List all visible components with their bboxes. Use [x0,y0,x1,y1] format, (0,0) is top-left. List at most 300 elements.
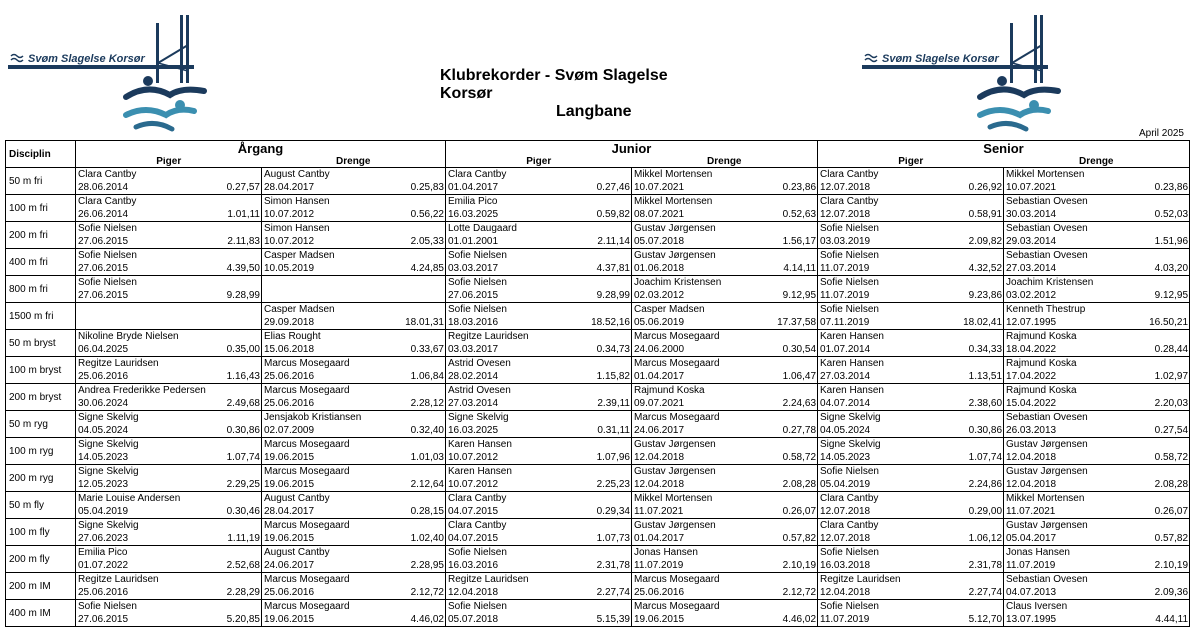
swimmer-name: Casper Madsen [634,304,705,315]
record-detail [818,613,1003,626]
record-date: 03.03.2017 [448,344,499,355]
group-header-junior: Junior [446,141,818,158]
record-time: 0.58,72 [782,452,817,463]
swimmer-name: Regitze Lauridsen [448,574,529,585]
record-date: 11.07.2019 [1006,560,1056,571]
record-cell [632,573,818,600]
record-cell [76,546,262,573]
record-detail [76,451,261,464]
record-time: 2.31,78 [596,560,630,571]
record-time: 5.20,85 [226,614,260,625]
table-row [6,357,1190,384]
record-date: 12.07.2018 [820,209,871,220]
record-time: 17.37,58 [777,317,817,328]
record-date: 16.03.2025 [448,425,499,436]
swimmer-name: Clara Cantby [78,169,137,180]
record-detail [76,559,261,572]
record-date: 12.04.2018 [634,452,685,463]
record-time: 2.28,12 [410,398,444,409]
record-time: 0.30,86 [968,425,1003,436]
record-date: 25.06.2016 [264,398,315,409]
record-date: 24.06.2017 [264,560,315,571]
record-date: 01.04.2017 [634,371,685,382]
record-date: 28.02.2014 [448,371,499,382]
record-date: 14.05.2023 [820,452,871,463]
record-date: 19.06.2015 [264,533,315,544]
record-detail [1004,424,1189,437]
record-detail [818,316,1003,329]
swimmer-name: Clara Cantby [448,520,507,531]
swimmer-name: Signe Skelvig [820,412,881,423]
record-time: 2.24,86 [968,479,1003,490]
swimmer-name: Mikkel Mortensen [634,196,713,207]
record-time: 9.12,95 [1154,290,1189,301]
record-detail [446,505,631,518]
record-cell [632,465,818,492]
record-date: 10.05.2019 [264,263,315,274]
record-cell [76,492,262,519]
record-time: 2.24,63 [782,398,817,409]
record-cell [262,492,446,519]
record-detail [632,208,817,221]
subheader-piger: Piger [446,157,632,168]
record-detail [446,181,631,194]
swimmer-name: Sofie Nielsen [78,277,137,288]
table-row [6,465,1190,492]
record-date: 01.06.2018 [634,263,685,274]
swimmer-name: Lotte Daugaard [448,223,517,234]
record-detail [1004,235,1189,248]
record-time: 1.16,43 [226,371,260,382]
swimmer-name: Marcus Mosegaard [264,439,350,450]
record-cell [76,249,262,276]
record-cell [632,222,818,249]
swimmer-name: Gustav Jørgensen [634,250,716,261]
record-cell [76,276,262,303]
swimmer-name: Signe Skelvig [820,439,881,450]
record-detail [632,424,817,437]
record-date: 02.03.2012 [634,290,685,301]
record-detail [446,316,631,329]
table-row [6,519,1190,546]
record-detail [632,235,817,248]
record-detail [818,289,1003,302]
record-detail [632,613,817,626]
record-detail [632,559,817,572]
swimmer-name: Gustav Jørgensen [634,223,716,234]
record-date: 28.04.2017 [264,182,315,193]
swimmer-name: Jensjakob Kristiansen [264,412,362,423]
record-cell [632,195,818,222]
record-cell [818,573,1004,600]
record-date: 02.07.2009 [264,425,315,436]
record-detail [262,262,445,275]
record-date: 09.07.2021 [634,398,685,409]
swimmer-name: Gustav Jørgensen [1006,439,1088,450]
swimmer-name: Signe Skelvig [448,412,509,423]
swimmer-name: Sebastian Ovesen [1006,574,1088,585]
swimmer-name: Emilia Pico [448,196,498,207]
record-date: 27.06.2015 [78,263,129,274]
club-logo-left [8,15,208,150]
record-time: 0.28,44 [1154,344,1189,355]
swimmer-name: Clara Cantby [78,196,137,207]
record-time: 4.37,81 [596,263,630,274]
swimmer-name: Rajmund Koska [634,385,705,396]
swimmer-name: Sofie Nielsen [78,250,137,261]
swimmer-name: Marcus Mosegaard [264,358,350,369]
subheader-drenge: Drenge [1004,157,1190,168]
record-time: 4.44,11 [1155,614,1189,625]
record-time: 18.02,41 [963,317,1003,328]
record-cell [262,411,446,438]
club-logo-right [862,15,1062,150]
record-cell [76,411,262,438]
record-detail [1004,181,1189,194]
record-cell [76,465,262,492]
record-cell [632,330,818,357]
record-date: 11.07.2019 [820,614,870,625]
record-detail [446,424,631,437]
club-logo-graphic [862,15,1062,150]
swimmer-name: August Cantby [264,547,330,558]
record-date: 03.03.2019 [820,236,871,247]
swimmer-name: Karen Hansen [820,385,884,396]
swimmer-name: Sofie Nielsen [78,601,137,612]
records-table [5,140,1190,627]
record-cell [1004,438,1190,465]
record-detail [818,208,1003,221]
record-time: 2.28,95 [410,560,444,571]
swimmer-name: Sofie Nielsen [448,304,507,315]
record-date: 12.04.2018 [1006,452,1057,463]
record-date: 27.03.2014 [820,371,871,382]
swimmer-name: Kenneth Thestrup [1006,304,1086,315]
swimmer-name: Marcus Mosegaard [634,331,720,342]
record-date: 16.03.2016 [448,560,499,571]
record-date: 11.07.2019 [820,263,870,274]
record-cell [446,519,632,546]
swimmer-name: Sofie Nielsen [448,250,507,261]
record-date: 12.07.2018 [820,182,871,193]
record-cell [632,168,818,195]
record-cell [446,438,632,465]
record-cell [446,384,632,411]
table-row [6,249,1190,276]
discipline-label: 800 m fri [6,276,76,303]
record-date: 01.07.2022 [78,560,129,571]
record-cell [446,357,632,384]
record-cell [262,249,446,276]
record-time: 0.52,63 [782,209,817,220]
record-detail [632,181,817,194]
swimmer-name: Casper Madsen [264,304,335,315]
swimmer-name: Sofie Nielsen [820,547,879,558]
record-detail [76,235,261,248]
record-time: 0.58,72 [1154,452,1189,463]
table-row [6,573,1190,600]
record-date: 16.03.2025 [448,209,499,220]
record-time: 0.58,91 [968,209,1003,220]
swimmer-name: Gustav Jørgensen [634,439,716,450]
record-detail [262,316,445,329]
discipline-label: 200 m fri [6,222,76,249]
record-cell [76,600,262,627]
record-detail [632,505,817,518]
swimmer-name: Nikoline Bryde Nielsen [78,331,179,342]
record-detail [446,262,631,275]
logo-text: Svøm Slagelse Korsør [882,53,999,65]
record-cell [446,600,632,627]
record-date: 12.07.2018 [820,506,871,517]
record-cell [76,195,262,222]
record-cell [818,276,1004,303]
logo-text: Svøm Slagelse Korsør [28,53,145,65]
swimmer-name: Simon Hansen [264,223,330,234]
record-time: 2.12,72 [782,587,817,598]
record-time: 1.15,82 [596,371,630,382]
record-detail [446,613,631,626]
record-cell [76,357,262,384]
swimmer-name: Gustav Jørgensen [1006,520,1088,531]
record-detail [818,559,1003,572]
record-date: 10.07.2021 [1006,182,1057,193]
record-time: 1.07,73 [596,533,630,544]
record-date: 03.03.2017 [448,263,499,274]
record-date: 04.05.2024 [78,425,129,436]
record-date: 27.06.2023 [78,533,129,544]
swimmer-name: Marcus Mosegaard [264,601,350,612]
record-cell [1004,492,1190,519]
record-cell [446,222,632,249]
record-cell [446,411,632,438]
record-cell [818,384,1004,411]
record-cell [262,384,446,411]
discipline-label: 400 m IM [6,600,76,627]
record-detail [446,559,631,572]
record-detail [262,370,445,383]
swimmer-name: Sofie Nielsen [820,250,879,261]
record-date: 27.06.2015 [78,290,129,301]
record-cell [632,384,818,411]
record-detail [76,424,261,437]
record-detail [632,262,817,275]
title-line-1: Klubrekorder - Svøm Slagelse Korsør [440,67,668,102]
swimmer-name: Clara Cantby [448,169,507,180]
record-detail [818,262,1003,275]
discipline-header: Disciplin [6,141,76,168]
record-cell [632,519,818,546]
swimmer-name: Sofie Nielsen [820,466,879,477]
table-row [6,546,1190,573]
discipline-label: 100 m bryst [6,357,76,384]
record-time: 2.10,19 [1154,560,1189,571]
swimmer-name: Mikkel Mortensen [1006,493,1085,504]
record-date: 10.07.2021 [634,182,685,193]
record-date: 24.06.2017 [634,425,685,436]
record-date: 10.07.2012 [264,209,315,220]
swimmer-name: Regitze Lauridsen [78,574,159,585]
record-cell [446,249,632,276]
record-detail [446,451,631,464]
discipline-label: 100 m fri [6,195,76,222]
record-detail [1004,586,1189,599]
record-cell [818,438,1004,465]
swimmer-name: Gustav Jørgensen [634,520,716,531]
swimmer-name: Rajmund Koska [1006,385,1077,396]
record-detail [1004,559,1189,572]
record-date: 16.03.2018 [820,560,871,571]
record-date: 05.04.2017 [1006,533,1057,544]
record-time: 1.06,12 [968,533,1003,544]
record-date: 28.06.2014 [78,182,129,193]
swimmer-name: Sebastian Ovesen [1006,223,1088,234]
swimmer-name: Signe Skelvig [78,439,139,450]
swimmer-name: Regitze Lauridsen [820,574,901,585]
record-cell [1004,573,1190,600]
subheader-piger: Piger [818,157,1004,168]
swimmer-name: Signe Skelvig [78,520,139,531]
record-date: 01.04.2017 [634,533,685,544]
record-cell [262,330,446,357]
record-cell [446,573,632,600]
table-row [6,492,1190,519]
record-date: 25.06.2016 [264,587,315,598]
record-cell [818,546,1004,573]
table-row [6,330,1190,357]
record-date: 18.03.2016 [448,317,499,328]
record-cell [1004,222,1190,249]
record-time: 2.08,28 [1154,479,1189,490]
record-date: 30.06.2024 [78,398,129,409]
record-cell [1004,249,1190,276]
record-time: 2.12,64 [410,479,444,490]
record-date: 18.04.2022 [1006,344,1057,355]
record-time: 2.52,68 [226,560,260,571]
discipline-label: 400 m fri [6,249,76,276]
record-time: 0.25,83 [410,182,444,193]
swimmer-name [262,276,445,289]
record-time: 1.06,84 [410,371,444,382]
record-cell [76,573,262,600]
record-date: 19.06.2015 [264,614,315,625]
swimmer-name [76,303,261,316]
record-cell [446,276,632,303]
record-date: 10.07.2012 [448,479,499,490]
record-time: 2.11,83 [227,236,260,247]
swimmer-name: Marcus Mosegaard [264,574,350,585]
record-detail [76,532,261,545]
record-date: 12.04.2018 [634,479,685,490]
record-date: 26.06.2014 [78,209,129,220]
record-date: 01.01.2001 [448,236,499,247]
swimmer-name: Sofie Nielsen [448,277,507,288]
record-cell [446,546,632,573]
record-detail [76,586,261,599]
record-date: 10.07.2012 [448,452,499,463]
record-detail [262,478,445,491]
swimmer-name: Sofie Nielsen [820,601,879,612]
record-cell [818,411,1004,438]
swimmer-name: Marcus Mosegaard [634,412,720,423]
swimmer-name: Emilia Pico [78,547,128,558]
record-cell [1004,357,1190,384]
record-cell [262,573,446,600]
record-date: 27.06.2015 [448,290,499,301]
record-cell [1004,168,1190,195]
record-detail [632,451,817,464]
record-cell [262,438,446,465]
record-detail [818,532,1003,545]
record-time: 1.01,03 [410,452,444,463]
record-date: 27.06.2015 [78,236,129,247]
record-cell [262,303,446,330]
record-detail [262,397,445,410]
record-cell [818,600,1004,627]
record-date: 12.04.2018 [448,587,499,598]
record-time: 1.01,11 [227,209,260,220]
record-date: 15.06.2018 [264,344,315,355]
record-time: 2.20,03 [1154,398,1189,409]
record-time: 2.11,14 [597,236,630,247]
record-date: 05.04.2019 [820,479,871,490]
table-row [6,438,1190,465]
swimmer-name: Marcus Mosegaard [634,601,720,612]
record-detail [1004,451,1189,464]
table-row [6,168,1190,195]
record-detail [632,289,817,302]
record-date: 05.07.2018 [448,614,499,625]
record-time: 2.28,29 [226,587,260,598]
record-cell [262,276,446,303]
swimmer-name: Sebastian Ovesen [1006,196,1088,207]
record-cell [818,168,1004,195]
record-detail [446,343,631,356]
swimmer-name: Casper Madsen [264,250,335,261]
table-row [6,303,1190,330]
swimmer-name: Jonas Hansen [1006,547,1070,558]
swimmer-name: Jonas Hansen [634,547,698,558]
record-time: 4.24,85 [410,263,444,274]
record-time: 1.06,47 [782,371,817,382]
record-time: 0.32,40 [410,425,444,436]
record-date: 25.06.2016 [634,587,685,598]
swimmer-name: Sebastian Ovesen [1006,412,1088,423]
record-time: 2.12,72 [410,587,444,598]
record-detail [818,181,1003,194]
swimmer-name: August Cantby [264,493,330,504]
record-cell [818,303,1004,330]
record-time: 0.26,07 [1154,506,1189,517]
record-date: 12.04.2018 [1006,479,1057,490]
record-cell [632,303,818,330]
record-cell [632,276,818,303]
table-row [6,600,1190,627]
swimmer-name: Astrid Ovesen [448,385,511,396]
record-date: 08.07.2021 [634,209,685,220]
record-time: 0.30,54 [782,344,817,355]
record-time: 1.13,51 [968,371,1003,382]
discipline-label: 100 m fly [6,519,76,546]
record-detail [818,235,1003,248]
record-time: 0.56,22 [410,209,444,220]
record-date: 11.07.2019 [634,560,684,571]
record-cell [76,519,262,546]
record-time: 0.29,00 [968,506,1003,517]
record-detail [446,532,631,545]
record-time: 9.28,99 [596,290,630,301]
record-cell [262,222,446,249]
